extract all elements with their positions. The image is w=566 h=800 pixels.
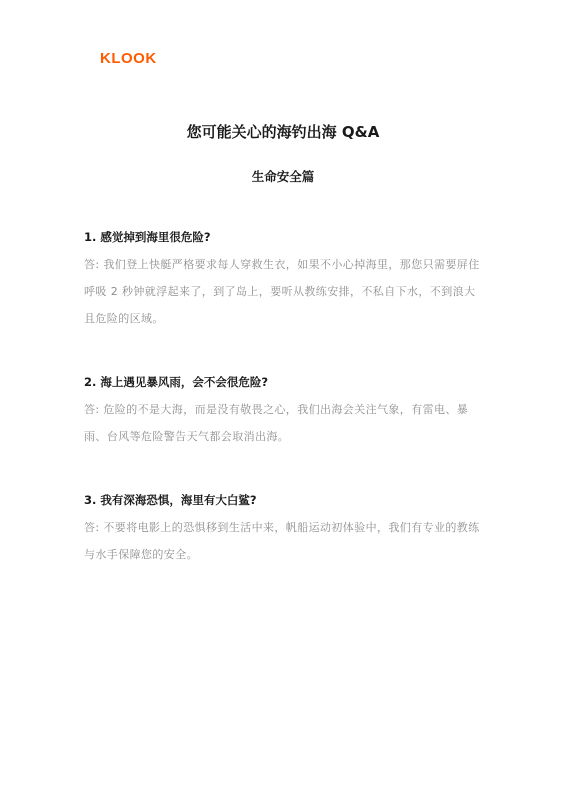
question-3: 3. 我有深海恐惧，海里有大白鲨? xyxy=(84,493,257,507)
answer-3: 答: 不要将电影上的恐惧移到生活中来，帆船运动初体验中，我们有专业的教练与水手保障您的安全。 xyxy=(84,521,480,561)
qa-item-3 xyxy=(84,492,484,568)
qa-item-1 xyxy=(84,229,484,332)
answer-1: 答: 我们登上快艇严格要求每人穿救生衣，如果不小心掉海里，那您只需要屏住呼吸 2 秒钟就浮起来了，到了岛上，要听从教练安排，不私自下水，不到浪大且危险的区域。 xyxy=(84,258,480,325)
answer-2: 答: 危险的不是大海，而是没有敬畏之心，我们出海会关注气象，有雷电、暴雨、台风等危险警告天气都会取消出海。 xyxy=(84,403,469,443)
page-title: 您可能关心的海钓出海 Q&A xyxy=(186,123,380,141)
section-heading: 生命安全篇 xyxy=(251,169,315,184)
question-2: 2. 海上遇见暴风雨，会不会很危险? xyxy=(84,375,269,389)
qa-item-2 xyxy=(84,374,484,450)
klook-logo: KLOOK xyxy=(100,50,157,67)
question-1: 1. 感觉掉到海里很危险? xyxy=(84,230,211,244)
